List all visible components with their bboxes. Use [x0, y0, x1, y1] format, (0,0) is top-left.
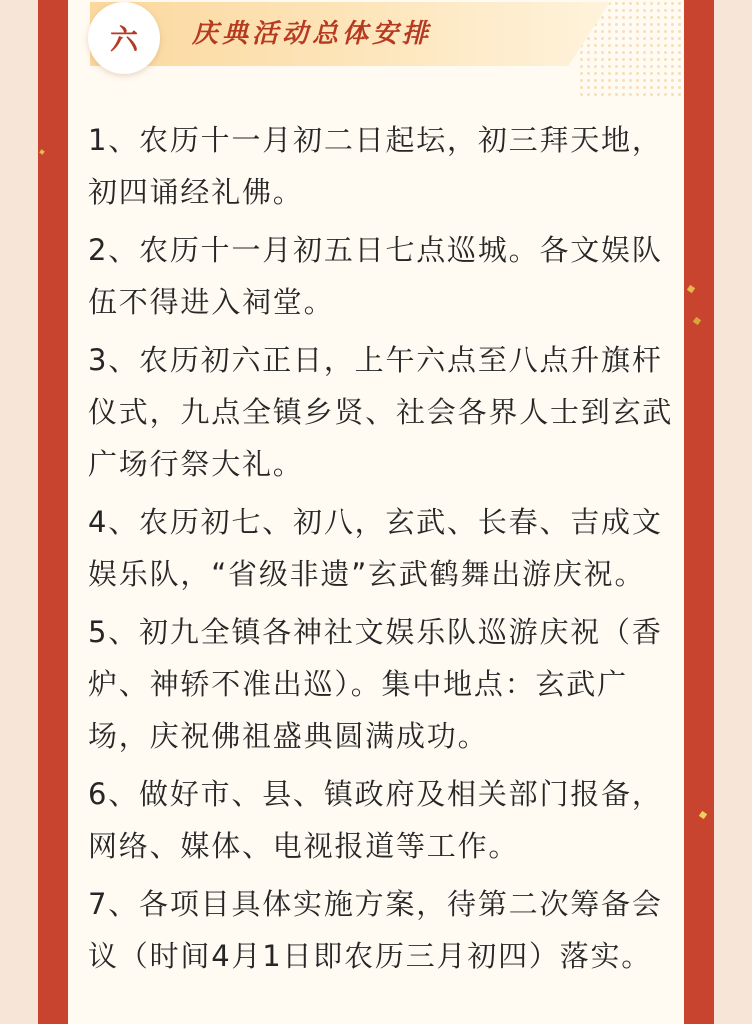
schedule-item-2: 2、农历十一月初五日七点巡城。各文娱队伍不得进入祠堂。: [88, 233, 663, 319]
right-border-stripe: [684, 0, 752, 1024]
schedule-item-4: 4、农历初七、初八，玄武、长春、吉成文娱乐队，“省级非遗”玄武鹤舞出游庆祝。: [88, 505, 663, 591]
schedule-item-3: 3、农历初六正日，上午六点至八点升旗杆仪式，九点全镇乡贤、社会各界人士到玄武广场行祭大礼。: [88, 343, 674, 481]
schedule-item-5: 5、初九全镇各神社文娱乐队巡游庆祝（香炉、神轿不准出巡）。集中地点：玄武广场，庆祝佛祖盛典圆满成功。: [88, 615, 663, 753]
schedule-item-1: 1、农历十一月初二日起坛，初三拜天地，初四诵经礼佛。: [88, 123, 663, 209]
section-title: 庆典活动总体安排: [192, 19, 433, 49]
schedule-list: [88, 114, 674, 988]
schedule-item-6: 6、做好市、县、镇政府及相关部门报备，网络、媒体、电视报道等工作。: [88, 777, 663, 863]
left-border-stripe: [0, 0, 68, 1024]
section-number-badge: 六: [88, 2, 160, 74]
schedule-item-7: 7、各项目具体实施方案，待第二次筹备会议（时间4月1日即农历三月初四）落实。: [88, 887, 663, 973]
